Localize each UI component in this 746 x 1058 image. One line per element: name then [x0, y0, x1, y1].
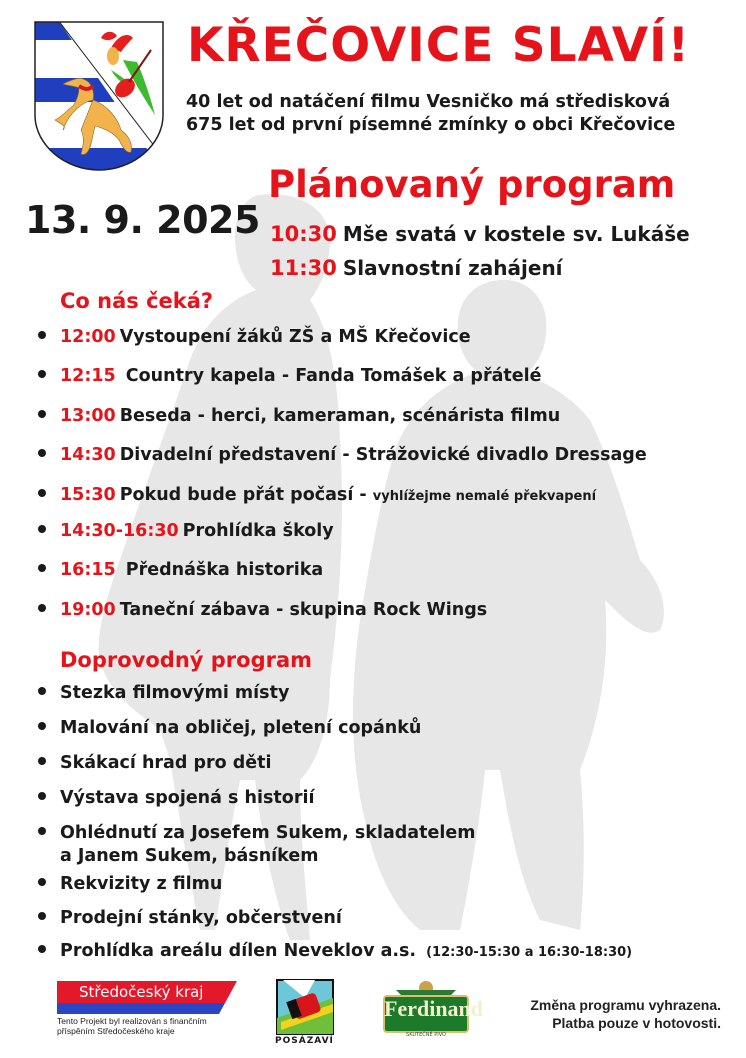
disclaimer-line: Změna programu vyhrazena.	[530, 997, 721, 1013]
schedule-item	[38, 521, 334, 542]
event-date: 13. 9. 2025	[25, 198, 260, 242]
region-label: Středočeský kraj	[79, 983, 204, 1001]
planned-text: Mše svatá v kostele sv. Lukáše	[342, 222, 690, 246]
item-text: Vystoupení žáků ZŠ a MŠ Křečovice	[119, 327, 471, 347]
bullet-icon	[38, 449, 46, 457]
bullet-icon	[38, 912, 46, 920]
item-time: 12:00	[60, 327, 116, 347]
item-text: Přednáška historika	[119, 560, 324, 580]
bullet-icon	[38, 757, 46, 765]
item-text: Skákací hrad pro děti	[60, 753, 272, 773]
schedule-item	[38, 600, 487, 621]
item-note: vyhlížejme nemalé překvapení	[372, 489, 597, 504]
posazavi-logo	[275, 978, 335, 1048]
item-text: Malování na obličej, pletení copánků	[60, 718, 422, 738]
stredocesky-kraj-logo	[57, 981, 237, 1014]
funding-note-line: Tento Projekt byl realizován s finančním	[57, 1016, 207, 1026]
planned-row	[270, 258, 563, 279]
accompanying-item	[38, 718, 421, 739]
accompanying-item	[38, 753, 272, 774]
item-text: Prodejní stánky, občerstvení	[60, 908, 342, 928]
item-time: 15:30	[60, 485, 116, 505]
item-note: (12:30-15:30 a 16:30-18:30)	[426, 945, 633, 960]
funding-note	[57, 1016, 207, 1036]
item-text: Stezka filmovými místy	[60, 683, 290, 703]
planned-text: Slavnostní zahájení	[342, 256, 563, 280]
disclaimer-line: Platba pouze v hotovosti.	[552, 1014, 721, 1031]
item-time: 12:15	[60, 366, 116, 386]
schedule-item	[38, 406, 560, 427]
bullet-icon	[38, 331, 46, 339]
subtitle-line-1: 40 let od natáčení filmu Vesničko má středisková	[186, 92, 671, 112]
bullet-icon	[38, 564, 46, 572]
whats-on-heading: Co nás čeká?	[60, 289, 214, 313]
accompanying-item	[38, 788, 314, 809]
item-text: Prohlídka školy	[182, 521, 334, 541]
accompanying-item	[38, 683, 289, 704]
accompanying-item	[38, 941, 632, 962]
item-text: Ohlédnutí za Josefem Sukem, skladatelem	[60, 823, 476, 843]
item-text: Beseda - herci, kameraman, scénárista filmu	[119, 406, 561, 426]
bullet-icon	[38, 722, 46, 730]
train-icon	[275, 978, 335, 1036]
coat-of-arms-logo	[33, 20, 165, 172]
bullet-icon	[38, 604, 46, 612]
planned-time: 10:30	[270, 222, 337, 246]
subtitle-line-2: 675 let od první písemné zmínky o obci Křečovice	[186, 115, 676, 135]
item-text: Rekvizity z filmu	[60, 874, 223, 894]
item-time: 14:30	[60, 445, 116, 465]
bullet-icon	[38, 489, 46, 497]
funding-note-line: příspěním Středočeského kraje	[57, 1026, 175, 1037]
page-title: KŘEČOVICE SLAVÍ!	[187, 18, 691, 73]
schedule-item	[38, 485, 596, 506]
accompanying-heading: Doprovodný program	[60, 648, 313, 672]
schedule-item	[38, 560, 323, 581]
item-text: Výstava spojená s historií	[60, 788, 315, 808]
bullet-icon	[38, 410, 46, 418]
schedule-item	[38, 366, 541, 387]
bullet-icon	[38, 945, 46, 953]
item-text: Pokud bude přát počasí -	[119, 485, 373, 505]
item-text: Taneční zábava - skupina Rock Wings	[119, 600, 488, 620]
ferdinand-label: Ferdinand	[384, 996, 484, 1021]
planned-row	[270, 224, 690, 245]
posazavi-label: POSÁZAVÍ	[275, 1036, 334, 1046]
accompanying-item	[38, 908, 342, 929]
bullet-icon	[38, 792, 46, 800]
item-time: 13:00	[60, 406, 116, 426]
item-time: 14:30-16:30	[60, 521, 179, 541]
bullet-icon	[38, 370, 46, 378]
planned-program-heading: Plánovaný program	[268, 163, 676, 206]
item-time: 16:15	[60, 560, 116, 580]
bullet-icon	[38, 827, 46, 835]
planned-time: 11:30	[270, 256, 337, 280]
bullet-icon	[38, 878, 46, 886]
item-text: Country kapela - Fanda Tomášek a přátelé	[119, 366, 542, 386]
ferdinand-logo	[378, 976, 484, 1038]
ferdinand-tagline: SKUTEČNÉ PIVO	[406, 1032, 446, 1038]
item-text-continued: a Janem Sukem, básníkem	[60, 845, 319, 866]
schedule-item	[38, 445, 647, 466]
item-text: Prohlídka areálu dílen Neveklov a.s.	[60, 941, 417, 961]
disclaimer	[530, 997, 721, 1032]
item-text: Divadelní představení - Strážovické divadlo Dressage	[119, 445, 647, 465]
schedule-item	[38, 327, 471, 348]
bullet-icon	[38, 525, 46, 533]
item-time: 19:00	[60, 600, 116, 620]
accompanying-item	[38, 822, 475, 868]
bullet-icon	[38, 687, 46, 695]
accompanying-item	[38, 874, 222, 895]
